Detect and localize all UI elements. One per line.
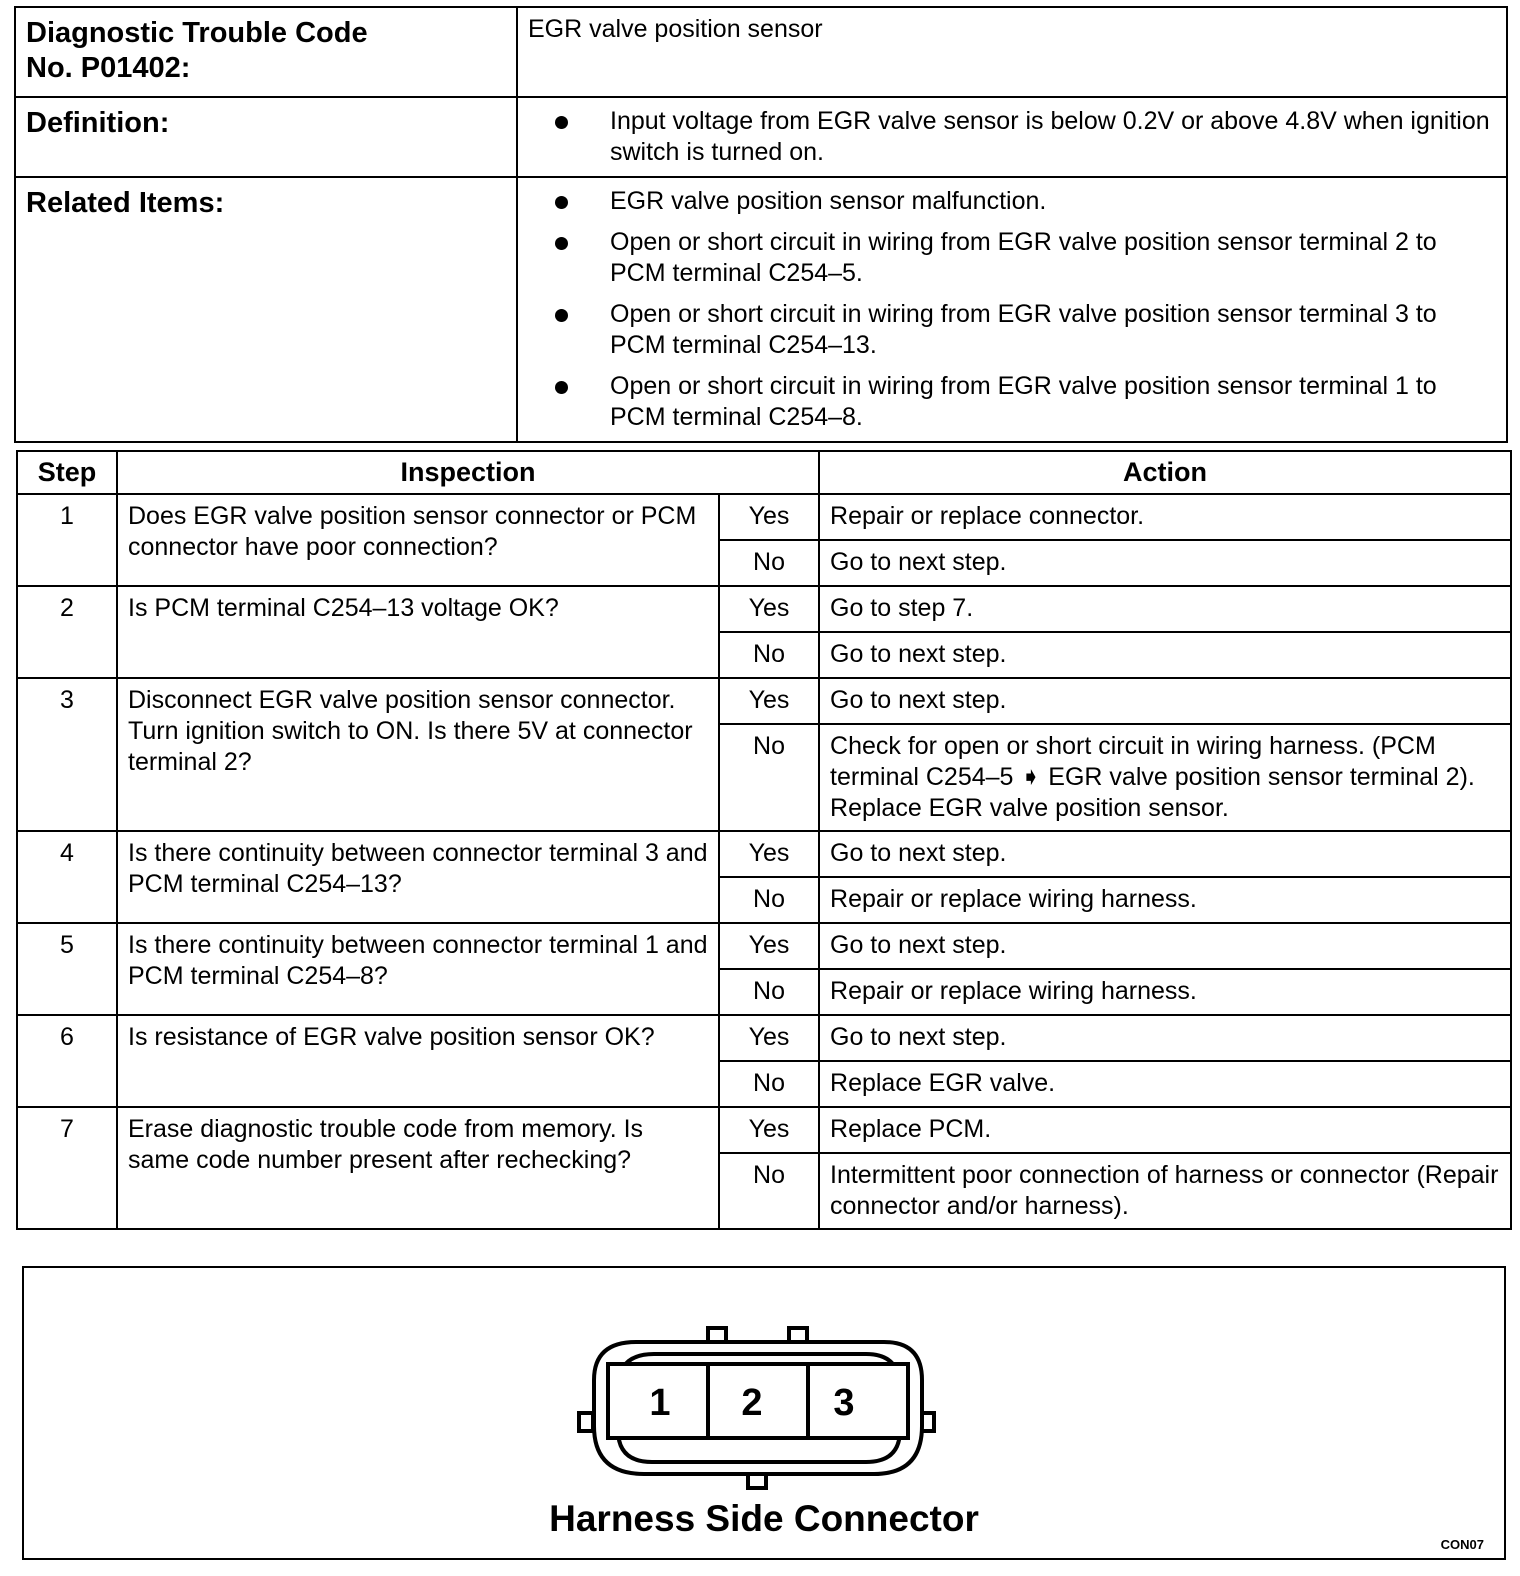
yes-action: Go to next step. <box>819 678 1511 724</box>
latch-tab-left <box>708 1328 726 1342</box>
step-inspection: Is there continuity between connector terminal 1 and PCM terminal C254–8? <box>117 923 719 1015</box>
step-number: 5 <box>17 923 117 1015</box>
yes-label: Yes <box>719 586 819 632</box>
inspection-steps-table <box>16 450 1512 1230</box>
step-number: 2 <box>17 586 117 678</box>
yes-action: Go to next step. <box>819 831 1511 877</box>
no-label: No <box>719 969 819 1015</box>
related-item: Open or short circuit in wiring from EGR valve position sensor terminal 1 to PCM terminal C254–8. <box>528 371 1496 433</box>
code-label-line2: No. P01402: <box>26 52 191 84</box>
yes-action: Repair or replace connector. <box>819 494 1511 540</box>
code-label-line1: Diagnostic Trouble Code <box>26 17 368 49</box>
step-row-3-yes <box>17 678 1511 724</box>
side-peg-left <box>579 1413 593 1431</box>
no-label: No <box>719 1153 819 1229</box>
step-row-5-yes <box>17 923 1511 969</box>
step-inspection: Disconnect EGR valve position sensor connector. Turn ignition switch to ON. Is there 5V at connector terminal 2? <box>117 678 719 831</box>
related-row <box>15 177 1507 442</box>
latch-tab-right <box>789 1328 807 1342</box>
figure-code: CON07 <box>1440 1537 1484 1552</box>
no-action: Intermittent poor connection of harness or connector (Repair connector and/or harness). <box>819 1153 1511 1229</box>
step-number: 3 <box>17 678 117 831</box>
yes-action: Go to next step. <box>819 923 1511 969</box>
step-inspection: Is PCM terminal C254–13 voltage OK? <box>117 586 719 678</box>
no-label: No <box>719 1061 819 1107</box>
code-label <box>15 7 517 97</box>
step-number: 4 <box>17 831 117 923</box>
action-column-header: Action <box>819 451 1511 494</box>
terminal-1-label: 1 <box>649 1382 671 1424</box>
related-item: Open or short circuit in wiring from EGR valve position sensor terminal 2 to PCM terminal C254–5. <box>528 227 1496 289</box>
yes-action: Go to step 7. <box>819 586 1511 632</box>
definition-item: Input voltage from EGR valve sensor is below 0.2V or above 4.8V when ignition switch is turned on. <box>528 106 1496 168</box>
connector-figure <box>22 1266 1506 1560</box>
no-label: No <box>719 877 819 923</box>
step-number: 6 <box>17 1015 117 1107</box>
yes-label: Yes <box>719 831 819 877</box>
yes-action: Go to next step. <box>819 1015 1511 1061</box>
step-number: 1 <box>17 494 117 586</box>
step-inspection: Is resistance of EGR valve position sensor OK? <box>117 1015 719 1107</box>
step-row-1-yes <box>17 494 1511 540</box>
inspection-column-header: Inspection <box>117 451 819 494</box>
code-row <box>15 7 1507 97</box>
yes-label: Yes <box>719 923 819 969</box>
yes-label: Yes <box>719 678 819 724</box>
yes-label: Yes <box>719 1107 819 1153</box>
step-row-7-yes <box>17 1107 1511 1153</box>
related-label: Related Items: <box>15 177 517 442</box>
yes-label: Yes <box>719 494 819 540</box>
no-action: Check for open or short circuit in wiring harness. (PCM terminal C254–5 ➧ EGR valve position sensor terminal 2). Replace EGR valve position sensor. <box>819 724 1511 831</box>
no-action: Go to next step. <box>819 632 1511 678</box>
terminal-2-label: 2 <box>741 1382 763 1424</box>
step-inspection: Is there continuity between connector terminal 3 and PCM terminal C254–13? <box>117 831 719 923</box>
no-label: No <box>719 632 819 678</box>
code-value: EGR valve position sensor <box>517 7 1507 97</box>
step-row-2-yes <box>17 586 1511 632</box>
definition-row <box>15 97 1507 177</box>
figure-caption: Harness Side Connector <box>549 1498 979 1539</box>
definition-value <box>517 97 1507 177</box>
steps-header-row <box>17 451 1511 494</box>
no-label: No <box>719 540 819 586</box>
no-action: Repair or replace wiring harness. <box>819 877 1511 923</box>
bottom-key <box>748 1474 766 1488</box>
yes-label: Yes <box>719 1015 819 1061</box>
related-item: EGR valve position sensor malfunction. <box>528 186 1496 217</box>
step-row-6-yes <box>17 1015 1511 1061</box>
step-inspection: Erase diagnostic trouble code from memory. Is same code number present after rechecking? <box>117 1107 719 1229</box>
no-label: No <box>719 724 819 831</box>
dtc-header-table <box>14 6 1508 443</box>
no-action: Replace EGR valve. <box>819 1061 1511 1107</box>
terminal-3-label: 3 <box>833 1382 855 1424</box>
no-action: Repair or replace wiring harness. <box>819 969 1511 1015</box>
step-inspection: Does EGR valve position sensor connector or PCM connector have poor connection? <box>117 494 719 586</box>
related-item: Open or short circuit in wiring from EGR valve position sensor terminal 3 to PCM terminal C254–13. <box>528 299 1496 361</box>
step-row-4-yes <box>17 831 1511 877</box>
step-number: 7 <box>17 1107 117 1229</box>
yes-action: Replace PCM. <box>819 1107 1511 1153</box>
step-column-header: Step <box>17 451 117 494</box>
related-value <box>517 177 1507 442</box>
definition-label: Definition: <box>15 97 517 177</box>
no-action: Go to next step. <box>819 540 1511 586</box>
